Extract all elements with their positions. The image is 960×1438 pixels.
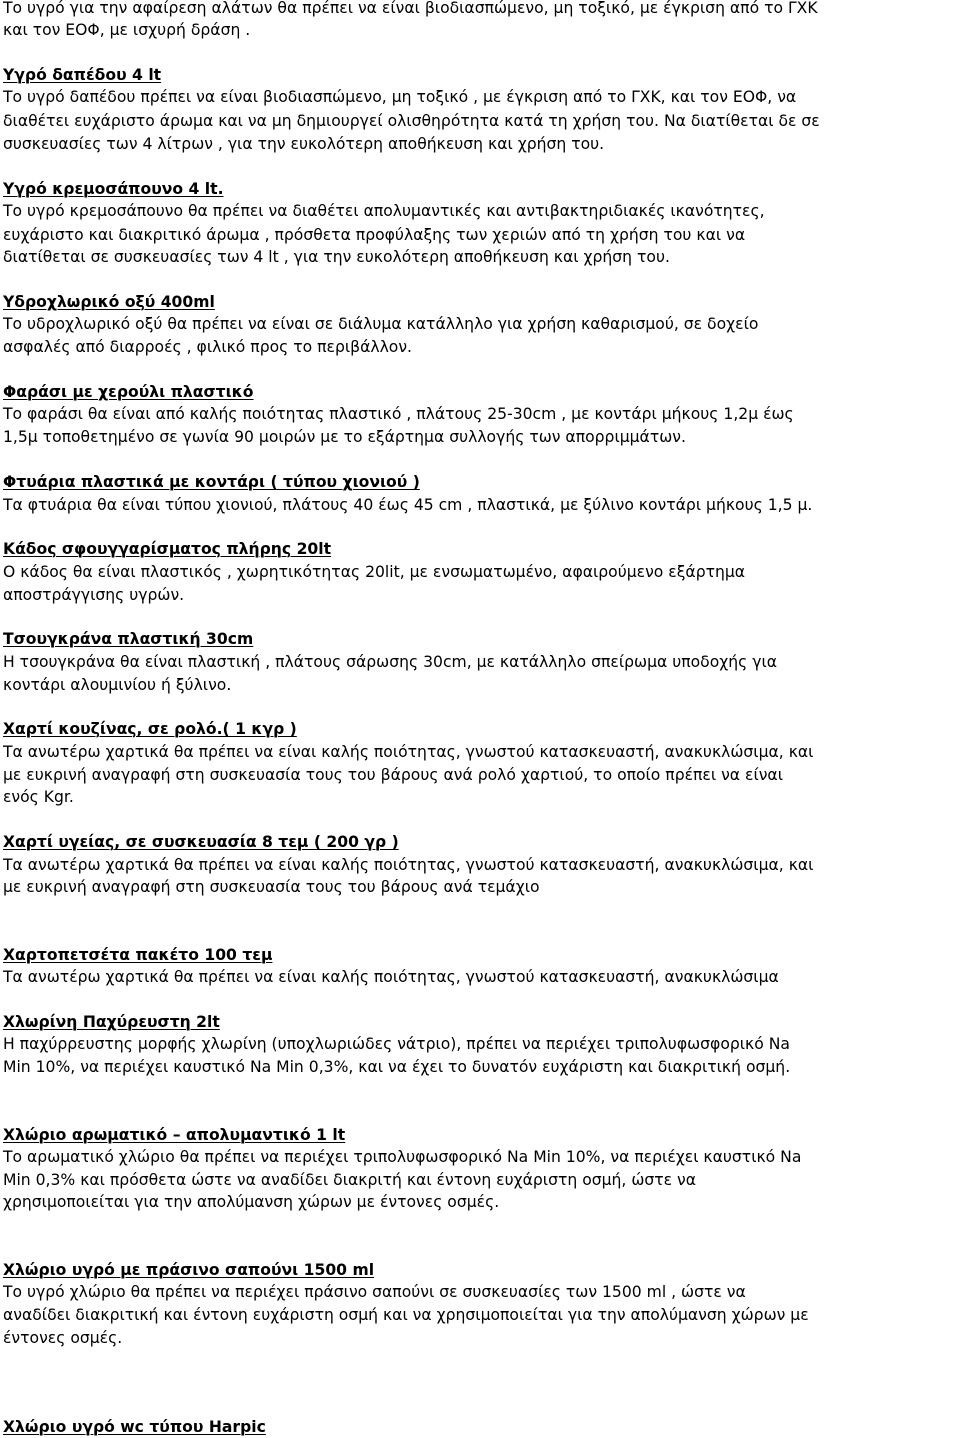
section-line: Το υγρό κρεμοσάπουνο θα πρέπει να διαθέτει απολυμαντικές και αντιβακτηριδιακές ικανότητες, bbox=[3, 202, 765, 220]
section-line: Τα ανωτέρω χαρτικά θα πρέπει να είναι καλής ποιότητας, γνωστού κατασκευαστή, ανακυκλώσιμα bbox=[3, 968, 779, 986]
section-line: ενός Kgr. bbox=[3, 788, 74, 806]
section-heading: Υγρό κρεμοσάπουνο 4 lt. bbox=[3, 180, 224, 198]
section-line: έντονες οσμές. bbox=[3, 1329, 123, 1347]
section-line: συσκευασίες των 4 λίτρων , για την ευκολότερη αποθήκευση και χρήση του. bbox=[3, 135, 605, 153]
section-line: διατίθεται σε συσκευασίες των 4 lt , για την ευκολότερη αποθήκευση και χρήση του. bbox=[3, 248, 670, 266]
section-line: Ο κάδος θα είναι πλαστικός , χωρητικότητας 20lit, με ενσωματωμένο, αφαιρούμενο εξάρτημα bbox=[3, 563, 746, 581]
section-heading: Υγρό δαπέδου 4 lt bbox=[3, 66, 162, 84]
section-line: με ευκρινή αναγραφή στη συσκευασία τους του βάρους ανά τεμάχιο bbox=[3, 878, 540, 896]
section-heading: Χλώριο υγρό wc τύπου Harpic bbox=[3, 1418, 266, 1436]
section-line: ασφαλές από διαρροές , φιλικό προς το περιβάλλον. bbox=[3, 338, 413, 356]
section-line: Min 10%, να περιέχει καυστικό Na Min 0,3%, και να έχει το δυνατόν ευχάριστη και διακριτική οσμή. bbox=[3, 1058, 791, 1076]
section-heading: Κάδος σφουγγαρίσματος πλήρης 20lt bbox=[3, 540, 332, 558]
section-heading: Χλώριο υγρό με πράσινο σαπούνι 1500 ml bbox=[3, 1261, 375, 1279]
section-line: διαθέτει ευχάριστο άρωμα και να μη δημιουργεί ολισθηρότητα κατά τη χρήση του. Να διατίθεται δε σε bbox=[3, 112, 820, 130]
section-line: με ευκρινή αναγραφή στη συσκευασία τους του βάρους ανά ρολό χαρτιού, το οποίο πρέπει να είναι bbox=[3, 766, 783, 784]
section-heading: Χαρτοπετσέτα πακέτο 100 τεμ bbox=[3, 946, 273, 964]
section-heading: Φτυάρια πλαστικά με κοντάρι ( τύπου χιονιού ) bbox=[3, 473, 420, 491]
section-line: αναδίδει διακριτική και έντονη ευχάριστη οσμή και να χρησιμοποιείται για την απολύμανση χώρων με bbox=[3, 1306, 809, 1324]
section-line: Τα φτυάρια θα είναι τύπου χιονιού, πλάτους 40 έως 45 cm , πλαστικά, με ξύλινο κοντάρι μήκους 1,5 μ. bbox=[3, 496, 813, 514]
section-line: Η παχύρρευστης μορφής χλωρίνη (υποχλωριώδες νάτριο), πρέπει να περιέχει τριπολυφωσφορικό Na bbox=[3, 1035, 790, 1053]
section-heading: Χλώριο αρωματικό – απολυμαντικό 1 lt bbox=[3, 1126, 346, 1144]
section-heading: Χαρτί υγείας, σε συσκευασία 8 τεμ ( 200 γρ ) bbox=[3, 833, 399, 851]
section-line: ευχάριστο και διακριτικό άρωμα , πρόσθετα προφύλαξης των χεριών από τη χρήση του και να bbox=[3, 226, 746, 244]
section-line: κοντάρι αλουμινίου ή ξύλινο. bbox=[3, 676, 232, 694]
section-line: Τα ανωτέρω χαρτικά θα πρέπει να είναι καλής ποιότητας, γνωστού κατασκευαστή, ανακυκλώσιμα, και bbox=[3, 743, 814, 761]
section-heading: Χαρτί κουζίνας, σε ρολό.( 1 κγρ ) bbox=[3, 720, 297, 738]
section-heading: Τσουγκράνα πλαστική 30cm bbox=[3, 630, 254, 648]
intro-line: και τον ΕΟΦ, με ισχυρή δράση . bbox=[3, 21, 251, 39]
section-line: Η τσουγκράνα θα είναι πλαστική , πλάτους σάρωσης 30cm, με κατάλληλο σπείρωμα υποδοχής για bbox=[3, 653, 778, 671]
section-line: Το υγρό χλώριο θα πρέπει να περιέχει πράσινο σαπούνι σε συσκευασίες των 1500 ml , ώστε να bbox=[3, 1283, 746, 1301]
section-heading: Υδροχλωρικό οξύ 400ml bbox=[3, 293, 215, 311]
section-heading: Φαράσι με χερούλι πλαστικό bbox=[3, 383, 254, 401]
intro-line: Το υγρό για την αφαίρεση αλάτων θα πρέπει να είναι βιοδιασπώμενο, μη τοξικό, με έγκριση από το ΓΧΚ bbox=[3, 0, 818, 17]
section-line: Το υδροχλωρικό οξύ θα πρέπει να είναι σε διάλυμα κατάλληλο για χρήση καθαρισμού, σε δοχείο bbox=[3, 315, 759, 333]
section-line: 1,5μ τοποθετημένο σε γωνία 90 μοιρών με το εξάρτημα συλλογής των απορριμμάτων. bbox=[3, 428, 686, 446]
section-line: Τα ανωτέρω χαρτικά θα πρέπει να είναι καλής ποιότητας, γνωστού κατασκευαστή, ανακυκλώσιμα, και bbox=[3, 856, 814, 874]
section-line: αποστράγγισης υγρών. bbox=[3, 586, 185, 604]
section-line: Το αρωματικό χλώριο θα πρέπει να περιέχει τριπολυφωσφορικό Na Min 10%, να περιέχει καυστικό Na bbox=[3, 1148, 802, 1166]
section-line: Το φαράσι θα είναι από καλής ποιότητας πλαστικό , πλάτους 25-30cm , με κοντάρι μήκους 1,2μ έως bbox=[3, 405, 794, 423]
section-line: Το υγρό δαπέδου πρέπει να είναι βιοδιασπώμενο, μη τοξικό , με έγκριση από το ΓΧΚ, και τον ΕΟΦ, να bbox=[3, 88, 797, 106]
section-line: Min 0,3% και πρόσθετα ώστε να αναδίδει διακριτή και έντονη ευχάριστη οσμή, ώστε να bbox=[3, 1171, 697, 1189]
section-line: χρησιμοποιείται για την απολύμανση χώρων με έντονες οσμές. bbox=[3, 1193, 500, 1211]
section-heading: Χλωρίνη Παχύρευστη 2lt bbox=[3, 1013, 220, 1031]
